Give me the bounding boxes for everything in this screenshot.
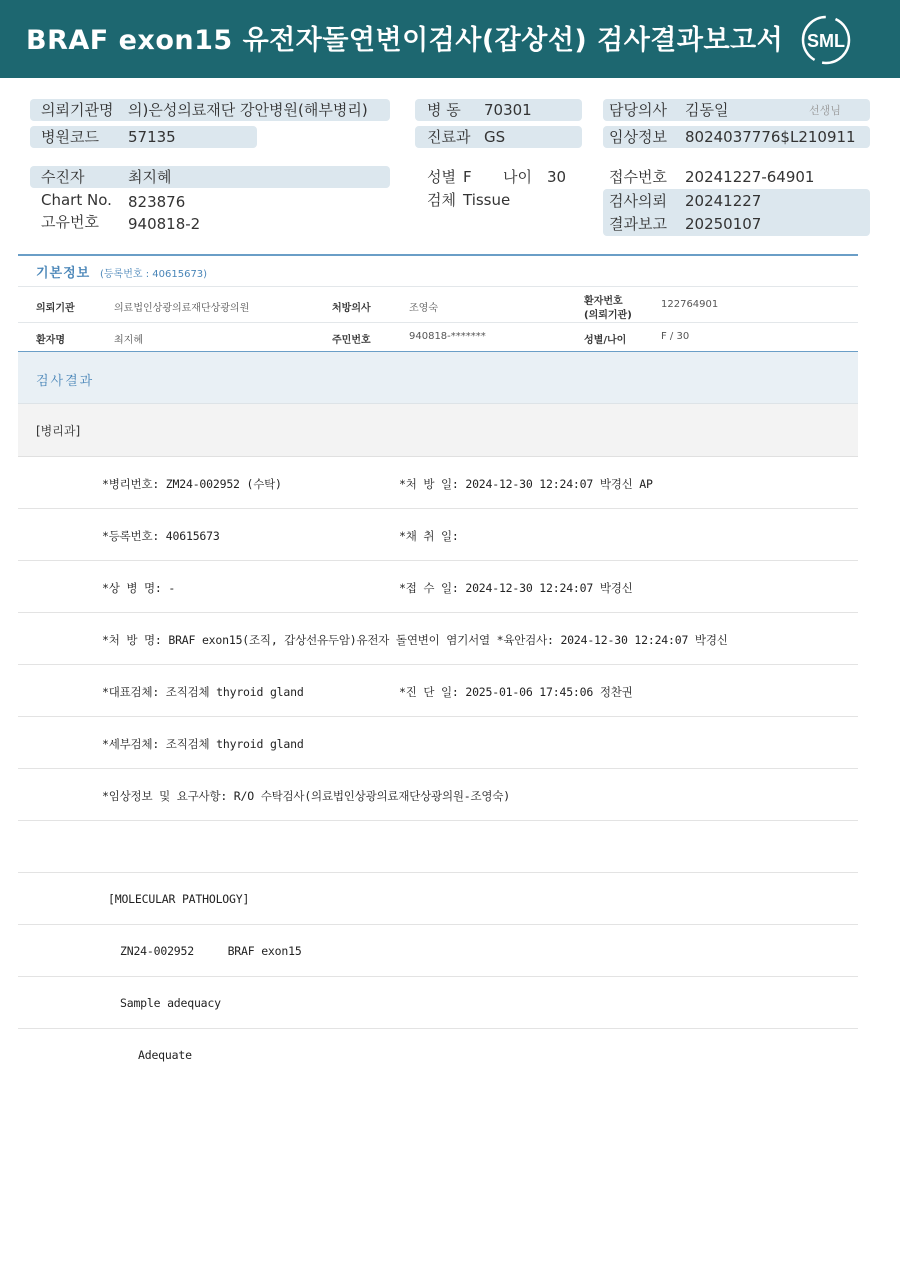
specimen-label: 검체 [427, 191, 456, 209]
dept-title: [병리과] [36, 424, 81, 438]
basic-info-table [18, 254, 858, 353]
result-text: [MOLECULAR PATHOLOGY] [108, 892, 250, 906]
result-text: Sample adequacy [120, 996, 221, 1010]
doctor-value: 김동일 [685, 101, 729, 119]
result-text: *등록번호: 40615673 [102, 529, 220, 543]
result-row [18, 509, 858, 561]
report-label: 결과보고 [609, 215, 667, 233]
sex-value: F [463, 168, 472, 186]
basic-info-row [18, 287, 858, 323]
dept-header [18, 404, 858, 457]
result-text: *처 방 일: 2024-12-30 12:24:07 박경신 AP [399, 477, 653, 491]
unique-value: 940818-2 [128, 215, 201, 233]
basic-value: 의료법인상광의료재단상광의원 [114, 303, 250, 314]
report-title: BRAF exon15 유전자돌연변이검사(갑상선) 검사결과보고서 [26, 25, 784, 56]
report-header [0, 0, 900, 78]
result-text: *상 병 명: - [102, 581, 176, 595]
result-row [18, 769, 858, 821]
svg-text:SML: SML [807, 31, 845, 51]
hosp-code-label: 병원코드 [41, 128, 99, 146]
hosp-code-value: 57135 [128, 128, 176, 146]
result-text: *임상정보 및 요구사항: R/O 수탁검사(의료법인상광의료재단상광의원-조영숙) [102, 789, 510, 803]
basic-key: 주민번호 [332, 335, 371, 346]
result-row [18, 665, 858, 717]
dept-value: GS [484, 128, 506, 146]
basic-key: 처방의사 [332, 303, 371, 314]
receipt-value: 20241227-64901 [685, 168, 815, 186]
age-value: 30 [547, 168, 567, 186]
basic-value: 조영숙 [409, 303, 438, 314]
result-text: *처 방 명: BRAF exon15(조직, 갑상선유두암)유전자 돌연변이 염기서열 *육안검사: 2024-12-30 12:24:07 박경신 [102, 633, 728, 647]
result-row [18, 925, 858, 977]
result-row [18, 1029, 858, 1080]
result-row [18, 717, 858, 769]
result-row [18, 457, 858, 509]
doctor-suffix: 선생님 [809, 104, 841, 117]
patient-value: 최지혜 [128, 168, 172, 186]
results-title: 검사결과 [36, 374, 95, 389]
clinical-label: 임상정보 [609, 128, 667, 146]
inst-label: 의뢰기관명 [41, 101, 114, 119]
unique-label: 고유번호 [41, 213, 99, 231]
clinical-value: 8024037776$L210911 [685, 128, 856, 146]
result-text: *병리번호: ZM24-002952 (수탁) [102, 477, 282, 491]
age-label: 나이 [503, 168, 532, 186]
inst-value: 의)은성의료재단 강안병원(해부병리) [128, 101, 368, 119]
basic-info-header [18, 256, 858, 287]
result-text: *진 단 일: 2025-01-06 17:45:06 정찬권 [399, 685, 633, 699]
basic-value: 최지혜 [114, 335, 143, 346]
basic-key: 의뢰기관 [36, 303, 75, 314]
result-text: ZN24-002952 BRAF exon15 [120, 944, 302, 958]
receipt-label: 접수번호 [609, 168, 667, 186]
report-value: 20250107 [685, 215, 762, 233]
request-label: 검사의뢰 [609, 192, 667, 210]
basic-info-reg-no: (등록번호 : 40615673) [100, 269, 208, 280]
basic-info-row [18, 323, 858, 353]
result-text: Adequate [138, 1048, 192, 1062]
basic-value: 122764901 [661, 299, 719, 310]
result-row [18, 977, 858, 1029]
results-header [18, 352, 858, 404]
result-text: *접 수 일: 2024-12-30 12:24:07 박경신 [399, 581, 633, 595]
result-text: *세부검체: 조직검체 thyroid gland [102, 737, 304, 751]
result-row [18, 873, 858, 925]
chart-label: Chart No. [41, 191, 112, 209]
ward-value: 70301 [484, 101, 532, 119]
doctor-label: 담당의사 [609, 101, 667, 119]
ward-label: 병 동 [427, 101, 461, 119]
chart-value: 823876 [128, 193, 186, 211]
result-row [18, 613, 858, 665]
result-text: *대표검체: 조직검체 thyroid gland [102, 685, 304, 699]
dept-label: 진료과 [427, 128, 471, 146]
basic-value: F / 30 [661, 331, 690, 342]
result-text: *채 취 일: [399, 529, 459, 543]
sml-logo [800, 14, 852, 66]
basic-key: (의뢰기관) [584, 310, 632, 321]
basic-value: 940818-******* [409, 331, 486, 342]
request-value: 20241227 [685, 192, 762, 210]
basic-key: 환자번호 [584, 296, 623, 307]
basic-key: 환자명 [36, 335, 65, 346]
patient-label: 수진자 [41, 168, 85, 186]
result-row [18, 821, 858, 873]
result-row [18, 561, 858, 613]
sex-label: 성별 [427, 168, 456, 186]
basic-info-title: 기본정보 [36, 266, 91, 281]
specimen-value: Tissue [463, 191, 511, 209]
basic-key: 성별/나이 [584, 335, 627, 346]
